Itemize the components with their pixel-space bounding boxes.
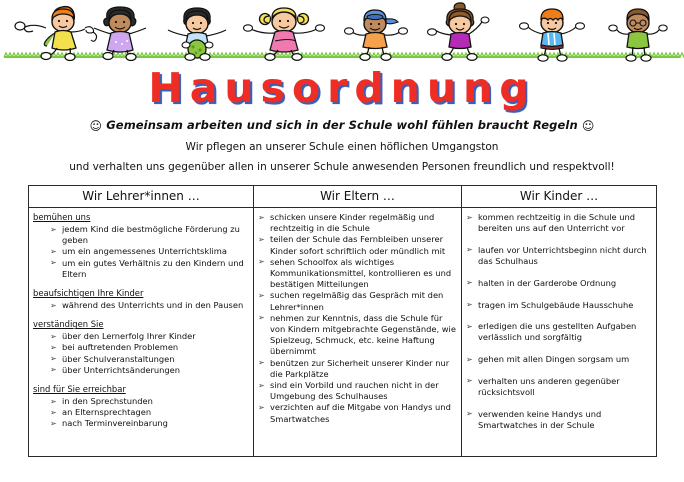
rule-item xyxy=(258,358,456,380)
arrow-bullet-icon: ➢ xyxy=(50,354,57,364)
arrow-bullet-icon: ➢ xyxy=(466,245,473,255)
rule-item xyxy=(50,246,248,257)
rule-item-text: teilen der Schule das Fernbleiben unserer Kinder sofort schriftlich oder mündlich mit xyxy=(270,234,446,256)
column-header-eltern: Wir Eltern … xyxy=(254,186,462,207)
children-illustration-banner xyxy=(0,0,684,62)
rule-item xyxy=(466,278,651,289)
rule-item xyxy=(466,245,651,267)
arrow-bullet-icon: ➢ xyxy=(466,321,473,331)
rule-item-text: um ein angemessenes Unterrichtsklima xyxy=(62,246,227,257)
rule-item xyxy=(50,342,248,353)
rule-item-text: nach Terminvereinbarung xyxy=(62,418,168,429)
rule-item-text: über den Lernerfolg Ihrer Kinder xyxy=(62,331,196,342)
rule-item-text: kommen rechtzeitig in die Schule und bereiten uns auf den Unterricht vor xyxy=(478,212,636,234)
rules-list xyxy=(33,224,248,280)
smiley-icon-right: ☺ xyxy=(581,119,595,133)
arrow-bullet-icon: ➢ xyxy=(466,409,473,419)
rule-item-text: jedem Kind die bestmögliche Förderung zu geben xyxy=(62,224,240,246)
rule-item xyxy=(466,300,651,311)
child-6 xyxy=(428,3,490,61)
group-heading: bemühen uns xyxy=(33,212,91,222)
rule-item-text: nehmen zur Kenntnis, dass die Schule für von Kindern mitgebrachte Gegenstände, wie Spielzeug, Schmuck, etc. keine Haftung übernimmt xyxy=(270,312,456,357)
rule-item xyxy=(50,396,248,407)
arrow-bullet-icon: ➢ xyxy=(258,257,265,267)
rule-item-text: in den Sprechstunden xyxy=(62,396,153,407)
column-header-kinder: Wir Kinder … xyxy=(519,189,599,203)
children-illustration-svg xyxy=(0,0,684,62)
child-3 xyxy=(168,8,226,60)
page-title: Hausordnung xyxy=(148,64,536,112)
rule-item-text: über Schulveranstaltungen xyxy=(62,353,175,364)
rule-item xyxy=(50,407,248,418)
rule-item-text: sehen Schoolfox als wichtiges Kommunikationsmittel, kontrollieren es und bestätigen Mitteilungen xyxy=(270,256,452,290)
arrow-bullet-icon: ➢ xyxy=(50,407,57,417)
rule-item xyxy=(50,224,248,246)
rules-list xyxy=(33,396,248,430)
group-heading: verständigen Sie xyxy=(33,319,104,330)
arrow-bullet-icon: ➢ xyxy=(466,278,473,288)
page-title-wrapper xyxy=(0,64,684,114)
rule-item xyxy=(258,212,456,234)
rule-item xyxy=(466,212,651,234)
arrow-bullet-icon: ➢ xyxy=(258,402,265,412)
rules-table-header-row xyxy=(29,186,656,208)
rule-item-text: benützen zur Sicherheit unserer Kinder nur die Parkplätze xyxy=(270,357,450,379)
arrow-bullet-icon: ➢ xyxy=(258,212,265,222)
rule-item-text: gehen mit allen Dingen sorgsam um xyxy=(478,354,630,365)
column-body-kinder xyxy=(462,208,656,456)
rule-item-text: über Unterrichtsänderungen xyxy=(62,364,181,375)
rules-list xyxy=(33,331,248,376)
intro-line-1 xyxy=(0,118,684,133)
rule-item-text: an Elternsprechtagen xyxy=(62,407,152,418)
rule-item xyxy=(50,354,248,365)
group-heading: beaufsichtigen Ihre Kinder xyxy=(33,288,144,299)
arrow-bullet-icon: ➢ xyxy=(50,258,57,268)
rule-item-text: sind ein Vorbild und rauchen nicht in der Umgebung des Schulhauses xyxy=(270,380,439,402)
rule-item-text: tragen im Schulgebäude Hausschuhe xyxy=(478,299,634,310)
rule-item xyxy=(50,258,248,280)
arrow-bullet-icon: ➢ xyxy=(466,376,473,386)
rules-table-body-row xyxy=(29,208,656,456)
arrow-bullet-icon: ➢ xyxy=(258,290,265,300)
arrow-bullet-icon: ➢ xyxy=(50,418,57,428)
arrow-bullet-icon: ➢ xyxy=(466,354,473,364)
rule-item xyxy=(50,365,248,376)
rule-item xyxy=(466,321,651,343)
arrow-bullet-icon: ➢ xyxy=(258,313,265,323)
rule-item-text: suchen regelmäßig das Gespräch mit den Lehrer*innen xyxy=(270,290,444,312)
rule-item-text: während des Unterrichts und in den Pausen xyxy=(62,300,244,311)
rule-item-text: halten in der Garderobe Ordnung xyxy=(478,277,617,288)
intro-block xyxy=(0,118,684,173)
rule-item xyxy=(258,234,456,256)
intro-line-1-text: Gemeinsam arbeiten und sich in der Schule wohl fühlen braucht Regeln xyxy=(106,118,578,132)
arrow-bullet-icon: ➢ xyxy=(50,246,57,256)
child-4 xyxy=(244,8,325,60)
arrow-bullet-icon: ➢ xyxy=(466,212,473,222)
rule-item xyxy=(466,376,651,398)
smiley-icon-left: ☺ xyxy=(89,119,103,133)
rules-list xyxy=(466,212,651,431)
arrow-bullet-icon: ➢ xyxy=(50,396,57,406)
arrow-bullet-icon: ➢ xyxy=(466,300,473,310)
rule-item xyxy=(466,354,651,365)
rule-item-text: bei auftretenden Problemen xyxy=(62,342,179,353)
column-body-lehrer xyxy=(29,208,254,456)
rule-item xyxy=(466,409,651,431)
group-heading: sind für Sie erreichbar xyxy=(33,384,126,395)
arrow-bullet-icon: ➢ xyxy=(50,365,57,375)
rule-item xyxy=(258,313,456,358)
arrow-bullet-icon: ➢ xyxy=(50,331,57,341)
rule-item-text: erledigen die uns gestellten Aufgaben verlässlich und sorgfältig xyxy=(478,321,637,343)
arrow-bullet-icon: ➢ xyxy=(50,224,57,234)
rule-item xyxy=(258,402,456,424)
rule-item-text: verhalten uns anderen gegenüber rücksichtsvoll xyxy=(478,375,620,398)
rules-list xyxy=(258,212,456,425)
rule-item-text: um ein gutes Verhältnis zu den Kindern und Eltern xyxy=(62,257,244,279)
arrow-bullet-icon: ➢ xyxy=(50,300,57,310)
rule-item-text: verwenden keine Handys und Smartwatches in der Schule xyxy=(478,408,602,430)
rules-table xyxy=(28,185,657,457)
rule-item xyxy=(50,300,248,311)
intro-line-3: und verhalten uns gegenüber allen in unserer Schule anwesenden Personen freundlich und respektvoll! xyxy=(69,161,615,173)
arrow-bullet-icon: ➢ xyxy=(50,342,57,352)
rule-item xyxy=(258,290,456,312)
arrow-bullet-icon: ➢ xyxy=(258,234,265,244)
rule-item xyxy=(258,257,456,291)
child-1 xyxy=(15,7,97,61)
arrow-bullet-icon: ➢ xyxy=(258,380,265,390)
rule-item xyxy=(50,331,248,342)
column-header-lehrer: Wir Lehrer*innen … xyxy=(29,186,254,207)
rule-item xyxy=(50,418,248,429)
rule-item-text: laufen vor Unterrichtsbeginn nicht durch das Schulhaus xyxy=(478,244,647,267)
rule-item xyxy=(258,380,456,402)
rule-item-text: schicken unsere Kinder regelmäßig und rechtzeitig in die Schule xyxy=(270,212,435,234)
arrow-bullet-icon: ➢ xyxy=(258,358,265,368)
intro-line-2: Wir pflegen an unserer Schule einen höflichen Umgangston xyxy=(185,141,499,153)
rules-list xyxy=(33,300,248,311)
column-body-eltern xyxy=(254,208,462,456)
rule-item-text: verzichten auf die Mitgabe von Handys und Smartwatches xyxy=(270,402,451,424)
